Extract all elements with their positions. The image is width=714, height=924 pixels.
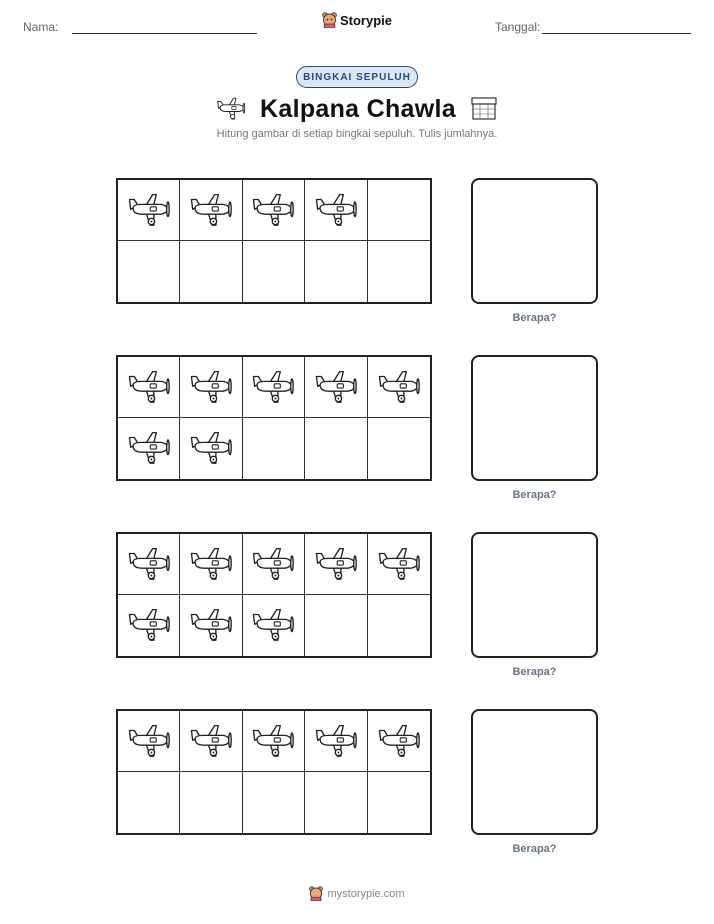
ten-frame-cell [180,357,242,418]
ten-frame-3 [116,532,432,658]
answer-box-2[interactable] [471,355,598,481]
airplane-icon [127,607,171,644]
answer-box-1[interactable] [471,178,598,304]
airplane-icon [251,369,295,406]
ten-frame-cell [368,711,430,772]
ten-frame-cell [118,418,180,479]
footer-url: mystorypie.com [327,887,405,900]
airplane-icon [251,546,295,583]
ten-frame-cell [243,357,305,418]
airplane-icon [377,723,421,760]
airplane-icon [377,546,421,583]
ten-frame-cell [243,418,305,479]
ten-frame-cell [118,180,180,241]
ten-frame-cell [118,357,180,418]
airplane-icon [216,96,246,122]
ten-frame-cell [368,241,430,302]
ten-frame-cell [180,180,242,241]
title-row [0,92,714,126]
brand-name: Storypie [339,12,392,28]
airplane-icon [314,723,358,760]
ten-frame-cell [305,180,367,241]
worksheet-type-badge: BINGKAI SEPULUH [296,66,418,88]
ten-frame-cell [368,418,430,479]
ten-frame-cell [243,534,305,595]
ten-frame-cell [305,357,367,418]
ten-frame-cell [243,711,305,772]
airplane-icon [251,607,295,644]
answer-label-2: Berapa? [512,489,557,501]
instructions: Hitung gambar di setiap bingkai sepuluh. Tulis jumlahnya. [216,128,498,140]
airplane-icon [314,546,358,583]
airplane-icon [189,607,233,644]
ten-frame-cell [180,241,242,302]
footer [0,886,714,904]
ten-frame-cell [243,241,305,302]
airplane-icon [127,723,171,760]
ten-frame-cell [243,772,305,833]
airplane-icon [127,430,171,467]
ten-frame-cell [180,418,242,479]
airplane-icon [251,192,295,229]
airplane-icon [251,723,295,760]
brand [0,12,714,33]
page-title: Kalpana Chawla [260,94,456,123]
ten-frame-cell [180,772,242,833]
ten-frame-2 [116,355,432,481]
ten-frame-cell [368,180,430,241]
name-write-line[interactable] [72,33,257,34]
ten-frame-cell [368,595,430,656]
ten-frame-cell [368,357,430,418]
ten-frame-cell [305,418,367,479]
ten-frame-cell [305,772,367,833]
airplane-icon [377,369,421,406]
answer-label-3: Berapa? [512,666,557,678]
ten-frame-cell [118,595,180,656]
ten-frame-cell [180,711,242,772]
airplane-icon [314,369,358,406]
answer-label-4: Berapa? [512,843,557,855]
airplane-icon [189,430,233,467]
ten-frame-cell [243,180,305,241]
airplane-icon [189,369,233,406]
airplane-icon [127,369,171,406]
ten-frame-1 [116,178,432,304]
ten-frame-cell [305,534,367,595]
answer-box-3[interactable] [471,532,598,658]
ten-frame-4 [116,709,432,835]
airplane-icon [189,723,233,760]
ten-frame-cell [368,772,430,833]
airplane-icon [189,192,233,229]
ten-frame-cell [243,595,305,656]
airplane-icon [127,546,171,583]
airplane-icon [127,192,171,229]
ten-frame-cell [180,595,242,656]
ten-frame-cell [118,711,180,772]
ten-frame-cell [305,595,367,656]
answer-box-4[interactable] [471,709,598,835]
ten-frame-cell [118,241,180,302]
airplane-icon [314,192,358,229]
storypie-logo-icon [309,886,323,901]
ten-frame-cell [368,534,430,595]
date-label: Tanggal: [495,20,541,34]
airplane-icon [189,546,233,583]
ten-frame-cell [305,241,367,302]
ten-frame-cell [118,534,180,595]
answer-label-1: Berapa? [512,312,557,324]
ten-frame-cell [305,711,367,772]
ten-frame-cell [118,772,180,833]
ice-box-icon [470,96,498,122]
storypie-logo-icon [322,12,337,28]
name-label: Nama: [23,20,59,34]
date-write-line[interactable] [542,33,691,34]
ten-frame-cell [180,534,242,595]
